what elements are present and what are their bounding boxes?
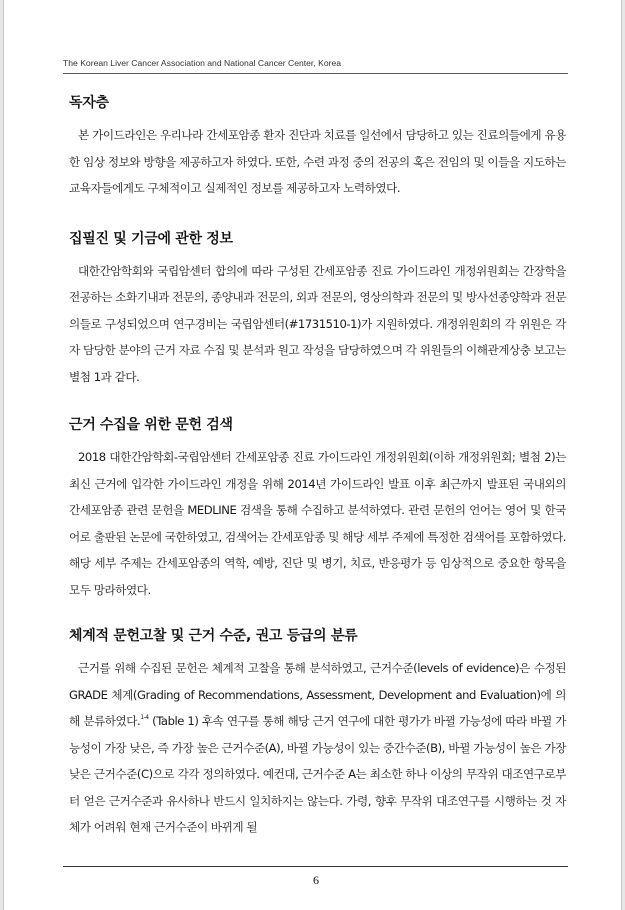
- section-paragraph: [69, 655, 566, 841]
- page-content: [69, 90, 566, 841]
- section-authors-funding: [69, 226, 566, 391]
- section-paragraph: 2018 대한간암학회-국립암센터 간세포암종 진료 가이드라인 개정위원회(이하 개정위원회; 별첨 2)는 최신 근거에 입각한 가이드라인 개정을 위해 2014년 가이드라인 발표 이후 최근까지 발표된 국내외의 간세포암종 관련 문헌을 MEDLINE 검색을 통해 수집하고 분석하였다. 관련 문헌의 언어는 영어 및 한국어로 출판된 논문에 국한하였고, 검색어는 간세포암종 및 해당 세부 주제에 특정한 검색어를 포함하였다. 해당 세부 주제는 간세포암종의 역학, 예방, 진단 및 병기, 치료, 반응평가 등 임상적으로 중요한 항목을 모두 망라하였다.: [69, 450, 566, 597]
- document-page: [3, 0, 622, 910]
- paragraph-text: (Table 1) 후속 연구를 통해 해당 근거 연구에 대한 평가가 바뀔 가능성에 따라 바뀔 가능성이 가장 낮은, 즉 가장 높은 근거수준(A), 바뀔 가능성이 있는 중간수준(B), 바뀔 가능성이 높은 가장 낮은 근거수준(C)으로 각각 정의하였다. 예컨대, 근거수준 A는 최소한 하나 이상의 무작위 대조연구로부터 얻은 근거수준과 유사하나 반드시 일치하지는 않는다. 가령, 향후 무작위 대조연구를 시행하는 것 자체가 어려워 현재 근거수준이 바뀌게 될: [69, 714, 566, 834]
- section-paragraph: 본 가이드라인은 우리나라 간세포암종 환자 진단과 치료를 일선에서 담당하고 있는 진료의들에게 유용한 임상 정보와 방향을 제공하고자 하였다. 또한, 수련 과정 중의 전공의 혹은 전임의 및 이들을 지도하는 교육자들에게도 구체적이고 실제적인 정보를 제공하고자 노력하였다.: [69, 128, 566, 195]
- paragraph-text: 근거를 위해 수집된 문헌은 체계적 고찰을 통해 분석하였고, 근거수준(levels of evidence)은 수정된 GRADE 체계(Grading of Recommendations, Assessment, Development and Evaluation)에 의해 분류하였다.: [69, 661, 566, 728]
- section-title: 근거 수집을 위한 문헌 검색: [69, 417, 233, 433]
- citation-ref[interactable]: 1-4: [140, 714, 149, 721]
- header-rule: [63, 73, 568, 74]
- section-paragraph: 대한간암학회와 국립암센터 합의에 따라 구성된 간세포암종 진료 가이드라인 개정위원회는 간장학을 전공하는 소화기내과 전문의, 종양내과 전문의, 외과 전문의, 영상의학과 전문의 및 방사선종양학과 전문의들로 구성되었으며 연구경비는 국립암센터(#1731510-1)가 지원하였다. 개정위원회의 각 위원은 각자 담당한 분야의 근거 자료 수집 및 분석과 원고 작성을 담당하였으며 각 위원들의 이해관계상충 보고는 별첨 1과 같다.: [69, 263, 566, 384]
- section-literature-search: [69, 412, 566, 603]
- footer-rule: [63, 866, 568, 867]
- page-number: 6: [313, 873, 319, 887]
- running-header: The Korean Liver Cancer Association and National Cancer Center, Korea: [63, 58, 342, 68]
- section-title: 집필진 및 기금에 관한 정보: [69, 230, 233, 247]
- section-audience: [69, 90, 566, 202]
- section-evidence-grading: [69, 623, 566, 841]
- section-title: 체계적 문헌고찰 및 근거 수준, 권고 등급의 분류: [69, 628, 358, 644]
- section-title: 독자층: [69, 95, 109, 111]
